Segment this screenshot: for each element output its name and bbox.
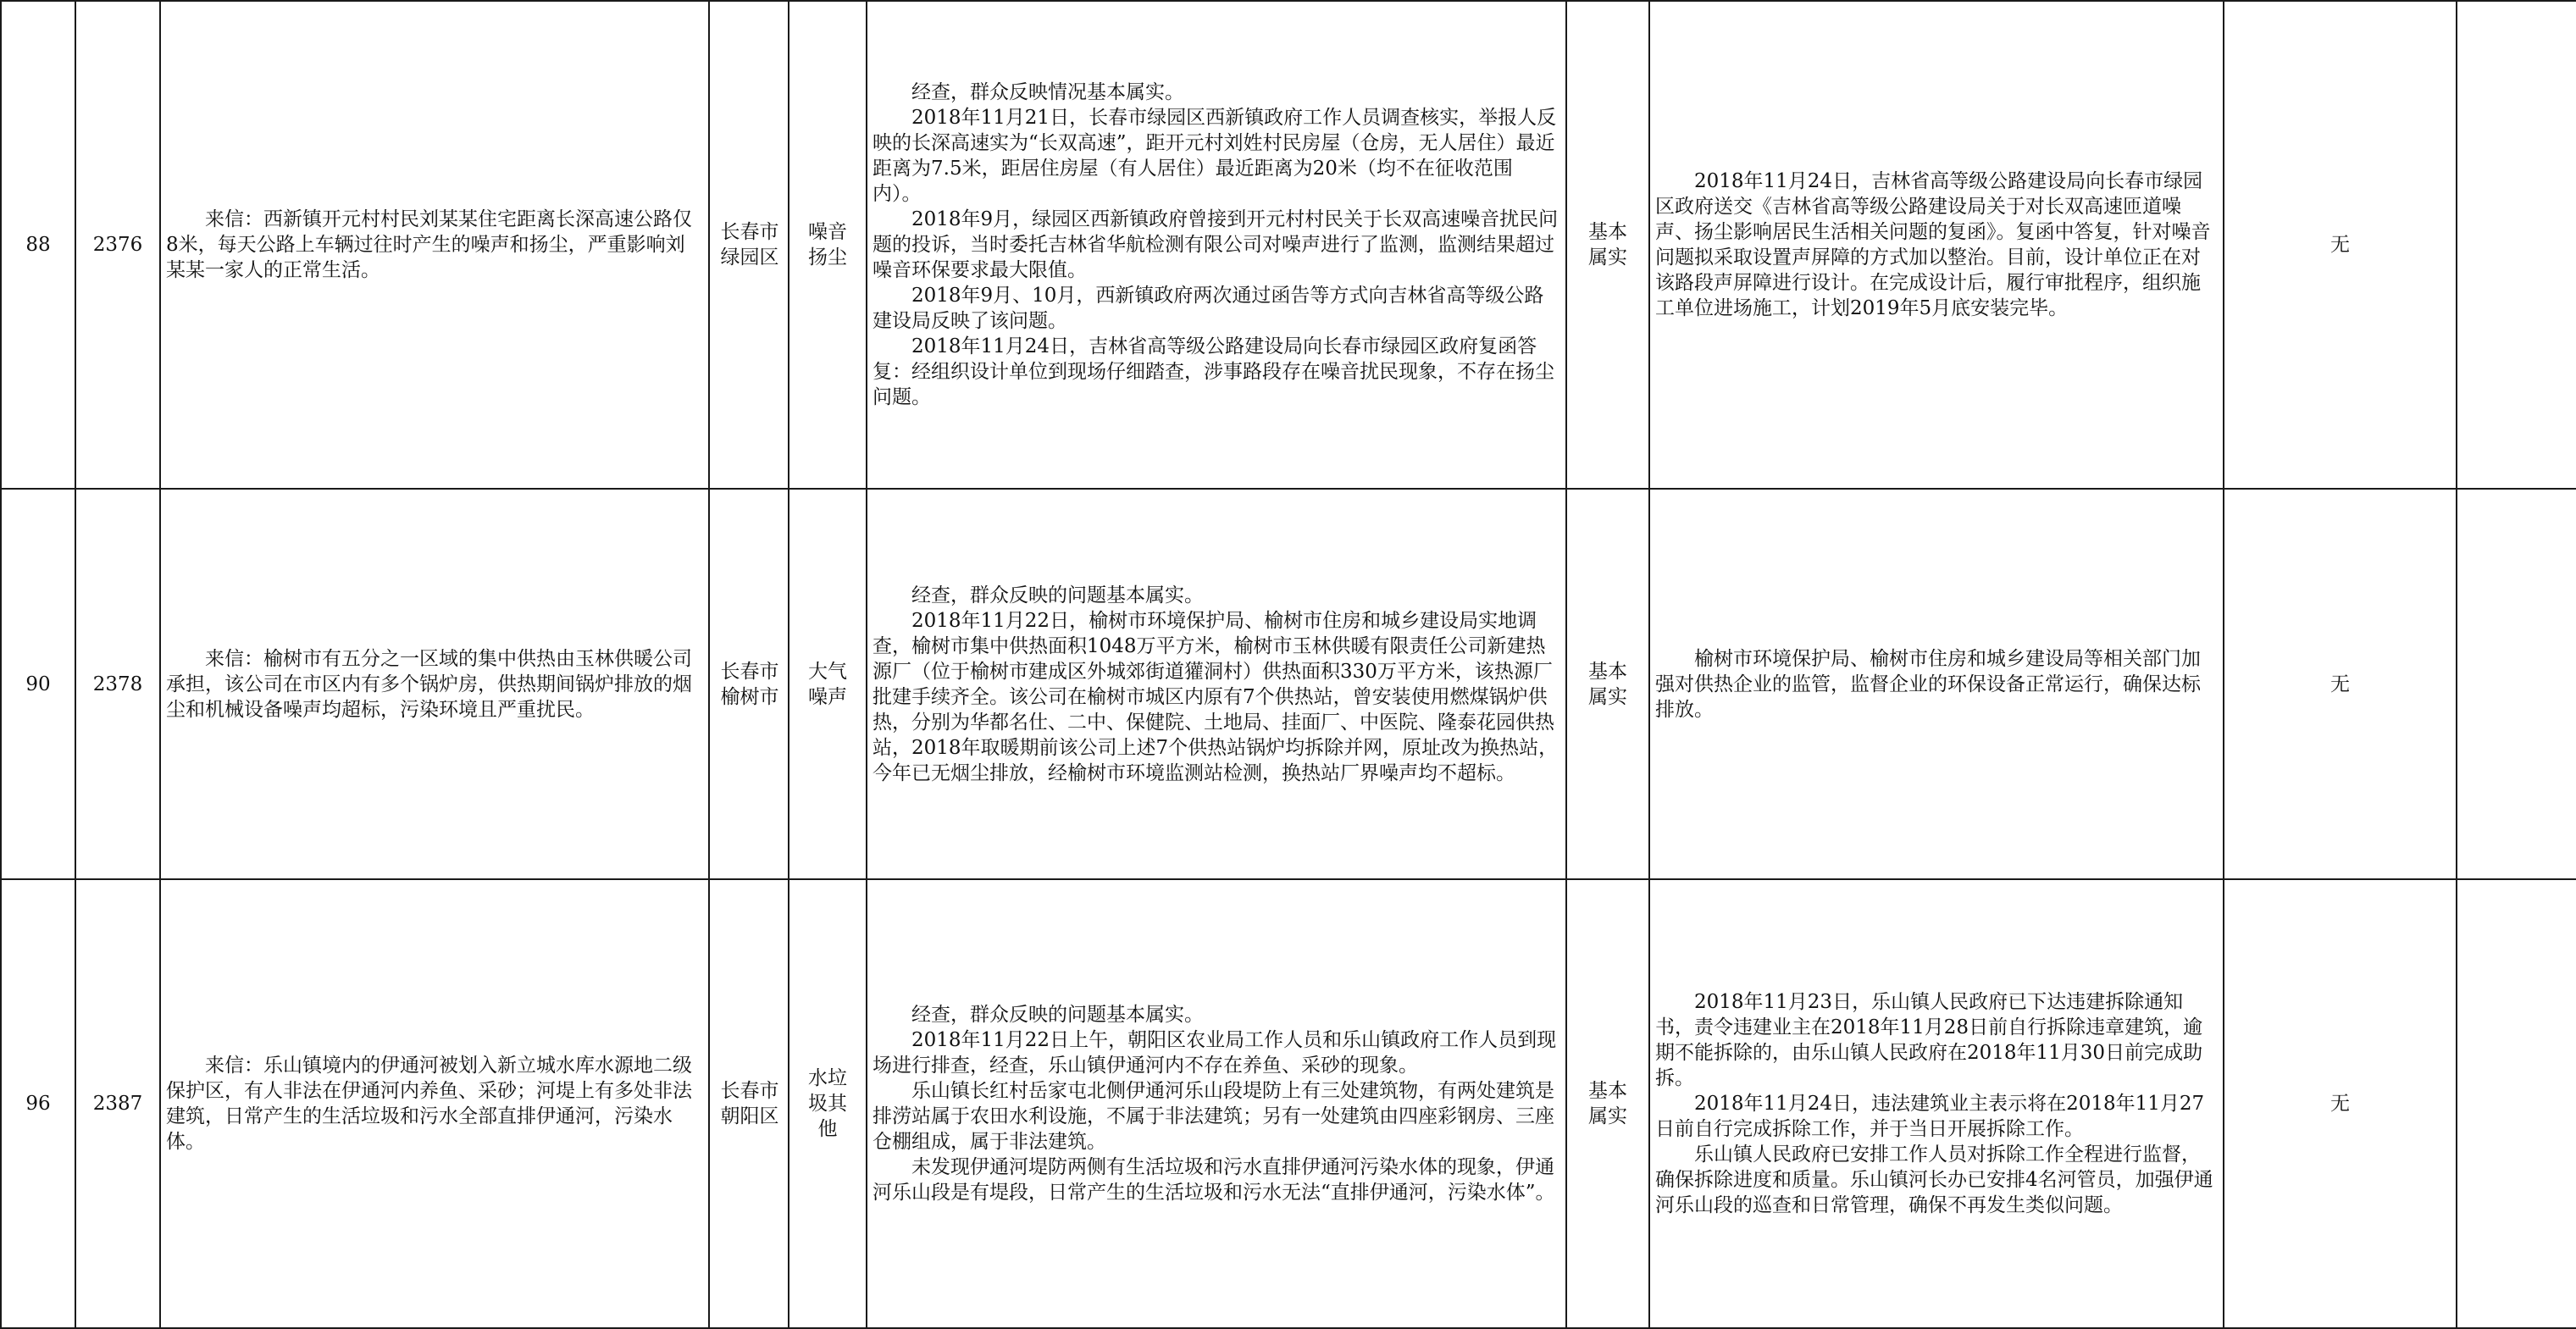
investigation-paragraph: 2018年11月24日，吉林省高等级公路建设局向长春市绿园区政府复函答复：经组织设计单位到现场仔细踏查，涉事路段存在噪音扰民现象，不存在扬尘问题。	[873, 335, 1554, 408]
accountability-cell: 无	[2224, 489, 2457, 879]
complaint-text: 来信：西新镇开元村村民刘某某住宅距离长深高速公路仅8米，每天公路上车辆过往时产生的噪声和扬尘，严重影响刘某某一家人的正常生活。	[166, 208, 692, 281]
investigation-cell	[867, 489, 1566, 879]
accountability-cell: 无	[2224, 879, 2457, 1328]
seq-cell: 90	[1, 489, 75, 879]
investigation-paragraph: 乐山镇长红村岳家屯北侧伊通河乐山段堤防上有三处建筑物，有两处建筑是排涝站属于农田水利设施，不属于非法建筑；另有一处建筑由四座彩钢房、三座仓棚组成，属于非法建筑。	[873, 1080, 1554, 1153]
category-cell	[789, 489, 867, 879]
case-no-cell: 2376	[75, 1, 160, 489]
seq-cell: 88	[1, 1, 75, 489]
table-row	[1, 1, 2576, 489]
table-row	[1, 489, 2576, 879]
handling-paragraph: 2018年11月24日，违法建筑业主表示将在2018年11月27日前自行完成拆除工作，并于当日开展拆除工作。	[1655, 1093, 2205, 1140]
verdict-text: 基本属实	[1588, 221, 1627, 269]
category-text: 噪音扬尘	[808, 221, 847, 269]
category-text: 水垃圾其他	[808, 1067, 847, 1140]
complaint-cell	[160, 879, 709, 1328]
verdict-cell	[1566, 1, 1649, 489]
investigation-paragraph: 经查，群众反映的问题基本属实。	[911, 584, 1204, 606]
handling-cell	[1649, 1, 2224, 489]
complaint-text: 来信：乐山镇境内的伊通河被划入新立城水库水源地二级保护区，有人非法在伊通河内养鱼、采砂；河堤上有多处非法建筑，日常产生的生活垃圾和污水全部直排伊通河，污染水体。	[166, 1055, 692, 1153]
district-cell	[709, 1, 789, 489]
verdict-cell	[1566, 879, 1649, 1328]
case-no-cell: 2378	[75, 489, 160, 879]
complaint-text: 来信：榆树市有五分之一区域的集中供热由玉林供暖公司承担，该公司在市区内有多个锅炉房，供热期间锅炉排放的烟尘和机械设备噪声均超标，污染环境且严重扰民。	[166, 647, 692, 721]
investigation-paragraph: 2018年9月，绿园区西新镇政府曾接到开元村村民关于长双高速噪音扰民问题的投诉，当时委托吉林省华航检测有限公司对噪声进行了监测，监测结果超过噪音环保要求最大限值。	[873, 208, 1559, 281]
remark-cell	[2457, 1, 2576, 489]
investigation-paragraph: 2018年11月22日上午，朝阳区农业局工作人员和乐山镇政府工作人员到现场进行排查，经查，乐山镇伊通河内不存在养鱼、采砂的现象。	[873, 1029, 1557, 1077]
investigation-paragraph: 2018年11月21日，长春市绿园区西新镇政府工作人员调查核实，举报人反映的长深高速实为“长双高速”，距开元村刘姓村民房屋（仓房，无人居住）最近距离为7.5米，距居住房屋（有人居住）最近距离为20米（均不在征收范围内）。	[873, 107, 1557, 205]
table-row	[1, 879, 2576, 1328]
category-text: 大气噪声	[808, 660, 847, 708]
investigation-cell	[867, 1, 1566, 489]
investigation-paragraph: 经查，群众反映的问题基本属实。	[911, 1004, 1204, 1026]
investigation-paragraph: 未发现伊通河堤防两侧有生活垃圾和污水直排伊通河污染水体的现象，伊通河乐山段是有堤段，日常产生的生活垃圾和污水无法“直排伊通河，污染水体”。	[873, 1156, 1555, 1204]
complaint-cell	[160, 489, 709, 879]
remark-cell	[2457, 879, 2576, 1328]
investigation-paragraph: 2018年9月、10月，西新镇政府两次通过函告等方式向吉林省高等级公路建设局反映了该问题。	[873, 285, 1544, 332]
district-cell	[709, 489, 789, 879]
district-text: 长春市绿园区	[720, 221, 779, 269]
verdict-cell	[1566, 489, 1649, 879]
complaint-cell	[160, 1, 709, 489]
accountability-cell: 无	[2224, 1, 2457, 489]
case-no-cell: 2387	[75, 879, 160, 1328]
investigation-paragraph: 经查，群众反映情况基本属实。	[911, 81, 1184, 103]
handling-paragraph: 乐山镇人民政府已安排工作人员对拆除工作全程进行监督，确保拆除进度和质量。乐山镇河长办已安排4名河管员，加强伊通河乐山段的巡查和日常管理，确保不再发生类似问题。	[1655, 1143, 2213, 1216]
category-cell	[789, 879, 867, 1328]
investigation-paragraph: 2018年11月22日，榆树市环境保护局、榆树市住房和城乡建设局实地调查，榆树市集中供热面积1048万平方米，榆树市玉林供暖有限责任公司新建热源厂（位于榆树市建成区外城郊街道獾洞村）供热面积330万平方米，该热源厂批建手续齐全。该公司在榆树市城区内原有7个供热站，曾安装使用燃煤锅炉供热，分别为华都名仕、二中、保健院、土地局、挂面厂、中医院、隆泰花园供热站，2018年取暖期前该公司上述7个供热站锅炉均拆除并网，原址改为换热站，今年已无烟尘排放，经榆树市环境监测站检测，换热站厂界噪声均不超标。	[873, 609, 1559, 784]
handling-cell	[1649, 879, 2224, 1328]
category-cell	[789, 1, 867, 489]
verdict-text: 基本属实	[1588, 660, 1627, 708]
investigation-cell	[867, 879, 1566, 1328]
district-text: 长春市榆树市	[720, 660, 779, 708]
handling-paragraph: 榆树市环境保护局、榆树市住房和城乡建设局等相关部门加强对供热企业的监管，监督企业的环保设备正常运行，确保达标排放。	[1655, 647, 2201, 721]
remark-cell	[2457, 489, 2576, 879]
handling-cell	[1649, 489, 2224, 879]
seq-cell: 96	[1, 879, 75, 1328]
district-text: 长春市朝阳区	[720, 1080, 779, 1127]
district-cell	[709, 879, 789, 1328]
handling-paragraph: 2018年11月23日，乐山镇人民政府已下达违建拆除通知书，责令违建业主在2018年11月28日前自行拆除违章建筑，逾期不能拆除的，由乐山镇人民政府在2018年11月30日前完成助拆。	[1655, 991, 2203, 1089]
handling-paragraph: 2018年11月24日，吉林省高等级公路建设局向长春市绿园区政府送交《吉林省高等级公路建设局关于对长双高速匝道噪声、扬尘影响居民生活相关问题的复函》。复函中答复，针对噪音问题拟采取设置声屏障的方式加以整治。目前，设计单位正在对该路段声屏障进行设计。在完成设计后，履行审批程序，组织施工单位进场施工，计划2019年5月底安装完毕。	[1655, 170, 2211, 319]
verdict-text: 基本属实	[1588, 1080, 1627, 1127]
